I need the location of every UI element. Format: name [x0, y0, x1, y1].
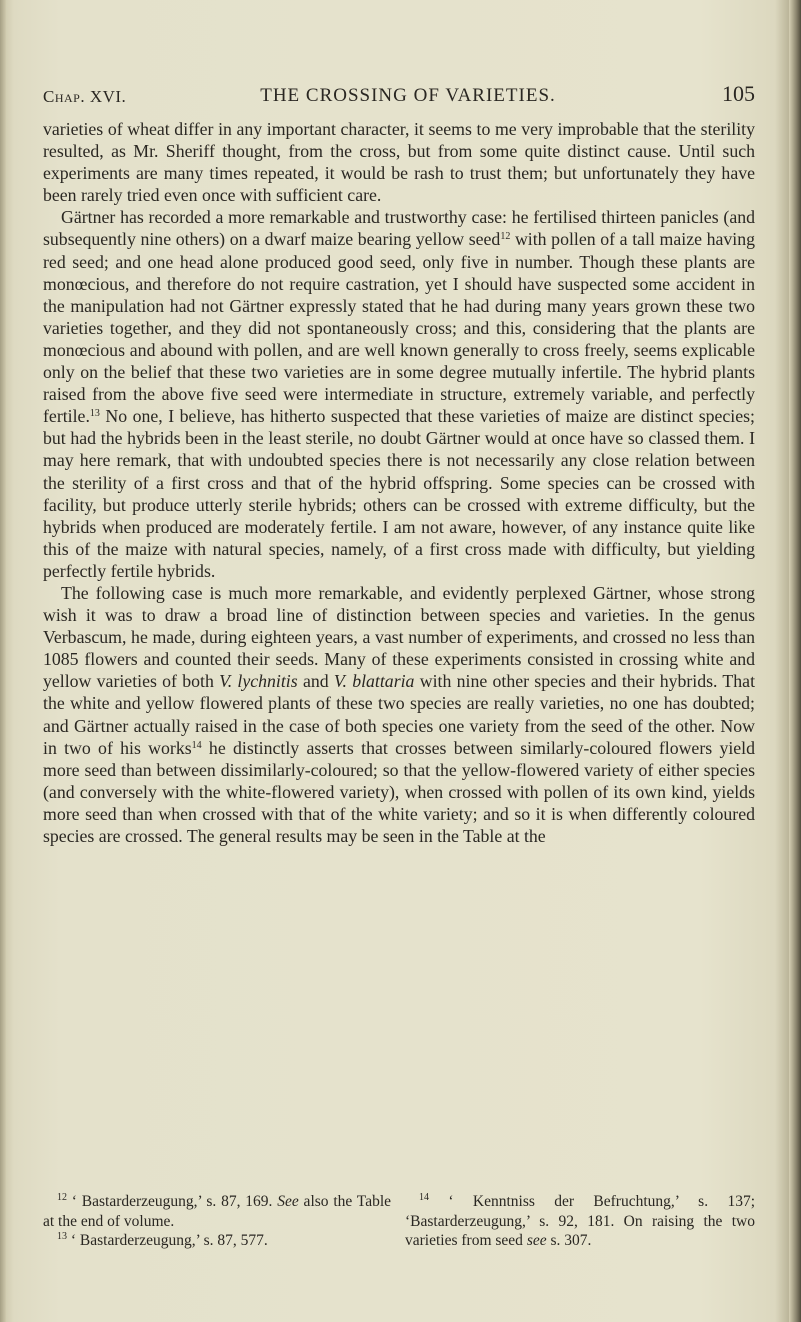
footnotes: [43, 1192, 755, 1251]
footnote-12: $^{12}$ ‘ Bastarderzeugung,’ s. 87, 169. See also the Table at the end of volume.: [43, 1192, 392, 1230]
species-name: V. blattaria: [333, 671, 415, 692]
footnote-ref-13: 13: [89, 408, 100, 420]
footnote-ref-12: 12: [500, 231, 511, 243]
page-right-edge: [789, 0, 801, 1322]
running-header: [43, 81, 755, 111]
footnote-ref-14: 14: [191, 739, 202, 751]
paragraph-3: The following case is much more remarkable, and evidently perplexed Gärtner, whose strong wish it was to draw a broad line of distinction between species and varieties. In the genus Verbascum, he made, during eighteen years, a vast number of experiments, and crossed no less than 1085 flowers and counted their seeds. Many of these experiments consisted in crossing white and yellow varieties of both V. lychnitis and V. blattaria with nine other species and their hybrids. That the white and yellow flowered plants of these two species are really varieties, no one has doubted; and Gärtner actually raised in the case of both species one variety from the seed of the other. Now in two of his works$^{14}$ he distinctly asserts that crosses between similarly-coloured flowers yield more seed than between dissimilarly-coloured; so that the yellow-flowered variety of either species (and conversely with the white-flowered variety), when crossed with pollen of its own kind, yields more seed than when crossed with that of the white variety; and so it is when differently coloured species are crossed. The general results may be seen in the Table at the: [43, 582, 756, 846]
footnote-14: $^{14}$ ‘ Kenntniss der Befruchtung,’ s. 137; ‘Bastarderzeugung,’ s. 92, 181. On raising the two varieties from seed see s. 307.: [405, 1192, 755, 1250]
footnote-13: $^{13}$ ‘ Bastarderzeugung,’ s. 87, 577.: [57, 1231, 268, 1250]
species-name: V. lychnitis: [219, 671, 298, 692]
footnote-column-right: [405, 1192, 755, 1251]
footnote-column-left: [43, 1192, 391, 1251]
chapter-label: Chap. XVI.: [43, 87, 127, 106]
paragraph-1: varieties of wheat differ in any important character, it seems to me very improbable that the sterility resulted, as Mr. Sheriff thought, from the cross, but from some quite distinct cause. Until such experiments are many times repeated, it would be rash to trust them; but unfortunately they have been rarely tried even once with sufficient care.: [43, 119, 755, 206]
main-text: [43, 118, 755, 847]
page-left-edge: [0, 0, 6, 1322]
running-title: THE CROSSING OF VARIETIES.: [260, 85, 556, 106]
paragraph-2: Gärtner has recorded a more remarkable and trustworthy case: he fertilised thirteen panicles (and subsequently nine others) on a dwarf maize bearing yellow seed$^{12}$ with pollen of a tall maize having red seed; and one head alone produced good seed, only five in number. Though these plants are monœcious, and therefore do not require castration, yet I should have suspected some accident in the manipulation had not Gärtner expressly stated that he had during many years grown these two varieties together, and they did not spontaneously cross; and this, considering that the plants are monœcious and abound with pollen, and are well known generally to cross freely, seems explicable only on the belief that these two varieties are in some degree mutually infertile. The hybrid plants raised from the above five seed were intermediate in structure, extremely variable, and perfectly fertile.$^{13}$ No one, I believe, has hitherto suspected that these varieties of maize are distinct species; but had the hybrids been in the least sterile, no doubt Gärtner would at once have so classed them. I may here remark, that with undoubted species there is not necessarily any close relation between the sterility of a first cross and that of the hybrid offspring. Some species can be crossed with facility, but produce utterly sterile hybrids; others can be crossed with extreme difficulty, but the hybrids when produced are moderately fertile. I am not aware, however, of any instance quite like this of the maize with natural species, namely, of a first cross made with difficulty, but yielding perfectly fertile hybrids.: [43, 207, 755, 581]
page-number: 105: [722, 81, 755, 106]
